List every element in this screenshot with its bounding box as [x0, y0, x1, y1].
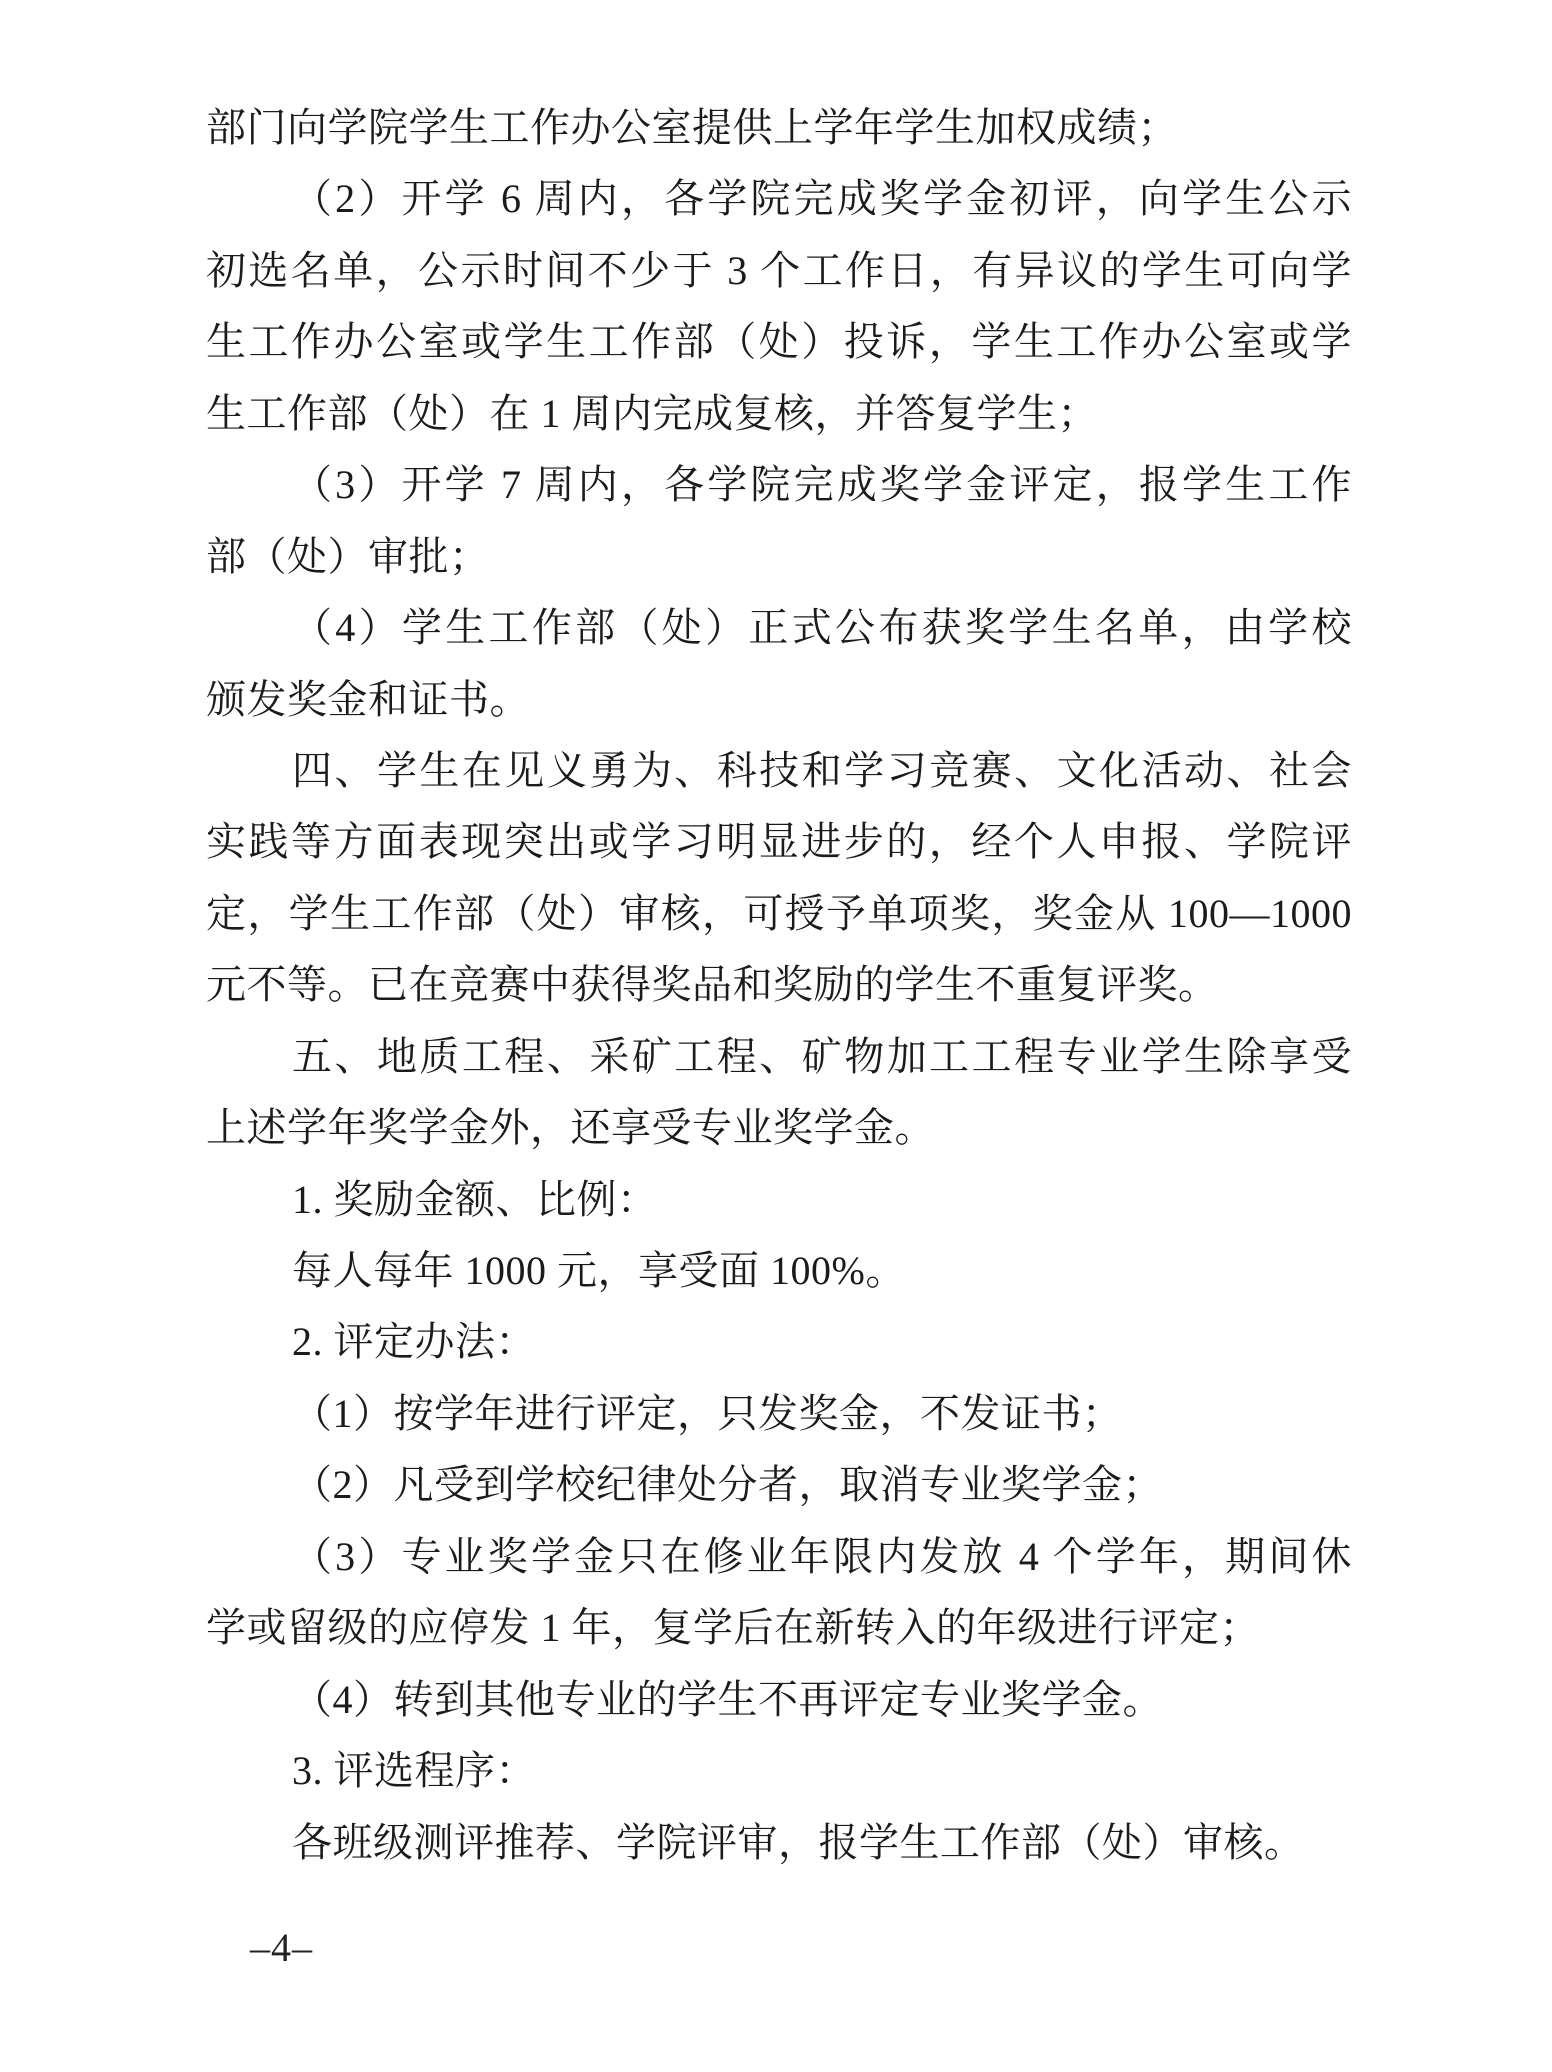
- page-number: –4–: [250, 1925, 313, 1970]
- text-line: 初选名单，公示时间不少于 3 个工作日，有异议的学生可向学: [206, 247, 1352, 293]
- text-line: 1. 奖励金额、比例：: [292, 1176, 658, 1222]
- text-line: （1）按学年进行评定，只发奖金，不发证书；: [292, 1390, 1123, 1436]
- text-line: 3. 评选程序：: [292, 1748, 536, 1794]
- text-line: 定，学生工作部（处）审核，可授予单项奖，奖金从 100—1000: [206, 890, 1352, 936]
- text-line: 部（处）审批；: [206, 533, 490, 579]
- text-line: 元不等。已在竞赛中获得奖品和奖励的学生不重复评奖。: [206, 962, 1219, 1008]
- text-line: （4）学生工作部（处）正式公布获奖学生名单，由学校: [292, 605, 1352, 651]
- text-line: 2. 评定办法：: [292, 1319, 536, 1365]
- text-line: （3）专业奖学金只在修业年限内发放 4 个学年，期间休: [292, 1533, 1352, 1579]
- text-line: （2）凡受到学校纪律处分者，取消专业奖学金；: [292, 1462, 1163, 1508]
- document-text-block: [206, 92, 1352, 1878]
- text-line: 四、学生在见义勇为、科技和学习竞赛、文化活动、社会: [292, 747, 1352, 793]
- text-line: （4）转到其他专业的学生不再评定专业奖学金。: [292, 1676, 1163, 1722]
- text-line: 每人每年 1000 元，享受面 100%。: [292, 1248, 906, 1293]
- text-line: （2）开学 6 周内，各学院完成奖学金初评，向学生公示: [292, 176, 1352, 222]
- text-line: 实践等方面表现突出或学习明显进步的，经个人申报、学院评: [206, 819, 1352, 865]
- text-line: 学或留级的应停发 1 年，复学后在新转入的年级进行评定；: [206, 1605, 1260, 1651]
- text-line: 五、地质工程、采矿工程、矿物加工工程专业学生除享受: [292, 1033, 1352, 1079]
- text-line: 部门向学院学生工作办公室提供上学年学生加权成绩；: [206, 105, 1178, 150]
- text-line: （3）开学 7 周内，各学院完成奖学金评定，报学生工作: [292, 462, 1352, 508]
- text-line: 上述学年奖学金外，还享受专业奖学金。: [206, 1105, 935, 1151]
- text-line: 颁发奖金和证书。: [206, 676, 530, 722]
- text-line: 生工作办公室或学生工作部（处）投诉，学生工作办公室或学: [206, 319, 1352, 365]
- text-line: 生工作部（处）在 1 周内完成复核，并答复学生；: [206, 390, 1098, 436]
- text-line: 各班级测评推荐、学院评审，报学生工作部（处）审核。: [292, 1819, 1305, 1865]
